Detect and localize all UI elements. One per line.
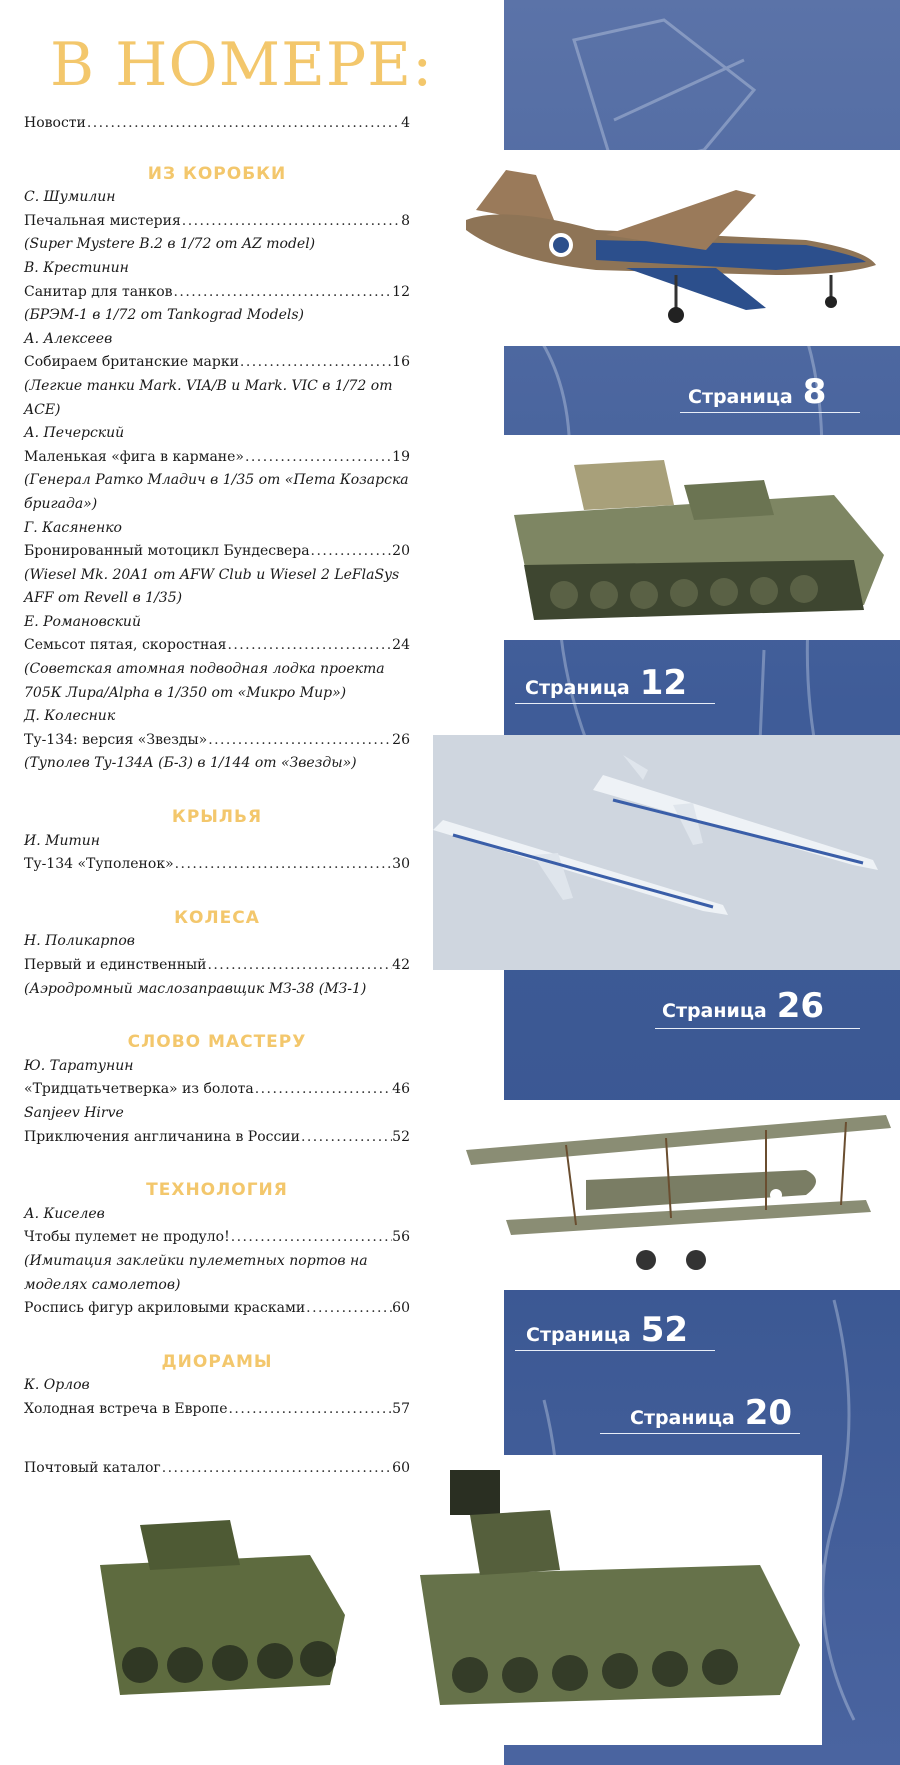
toc-author: А. Алексеев: [24, 330, 113, 347]
toc-note: (Генерал Ратко Младич в 1/35 от «Пета Козарска бригада»): [24, 472, 409, 512]
toc-entry-news[interactable]: Новости . . . 4: [24, 112, 410, 136]
toc-author: В. Крестинин: [24, 259, 129, 276]
page-label-52: Страница 52: [526, 1310, 689, 1350]
page-label-8: Страница 8: [688, 372, 827, 412]
toc-author: К. Орлов: [24, 1377, 90, 1394]
toc-note: (Super Mystere B.2 в 1/72 от AZ model): [24, 236, 316, 253]
section-heading-tech: ТЕХНОЛОГИЯ: [146, 1180, 288, 1201]
tank-brem-photo: [504, 435, 900, 640]
toc-author: Е. Романовский: [24, 613, 141, 630]
page-label-20: Страница 20: [630, 1393, 793, 1433]
toc-note: (Wiesel Mk. 20A1 от AFW Club и Wiesel 2 LeFlaSys AFF от Revell в 1/35): [24, 566, 400, 607]
tu134-photo: [433, 735, 900, 970]
toc-entry[interactable]: «Тридцатьчетверка» из болота . . . 46: [24, 1078, 410, 1102]
toc-author: Н. Поликарпов: [24, 933, 135, 950]
table-of-contents: [24, 112, 410, 1480]
toc-entry[interactable]: Чтобы пулемет не продуло! . . . 56: [24, 1226, 410, 1250]
toc-note: (Имитация заклейки пулеметных портов на моделях самолетов): [24, 1252, 368, 1293]
page-label-12: Страница 12: [525, 663, 688, 703]
toc-note: (Туполев Ту-134А (Б-3) в 1/144 от «Звезды»): [24, 755, 357, 772]
wiesel-photos: [80, 1455, 822, 1745]
toc-entry[interactable]: Печальная мистерия . . . 8: [24, 210, 410, 234]
jet-photo: [446, 150, 900, 346]
toc-entry[interactable]: Ту-134 «Туполенок» . . . 30: [24, 853, 410, 877]
page-label-26: Страница 26: [662, 986, 825, 1026]
toc-author: Ю. Таратунин: [24, 1057, 134, 1074]
toc-author: И. Митин: [24, 832, 100, 849]
toc-author: А. Печерский: [24, 425, 125, 442]
toc-entry[interactable]: Санитар для танков . . . 12: [24, 281, 410, 305]
toc-entry-catalog[interactable]: Почтовый каталог . . . 60: [24, 1457, 410, 1481]
toc-entry[interactable]: Семьсот пятая, скоростная . . . 24: [24, 634, 410, 658]
toc-author: Д. Колесник: [24, 708, 116, 725]
toc-entry[interactable]: Первый и единственный . . . 42: [24, 954, 410, 978]
toc-entry[interactable]: Маленькая «фига в кармане» . . . 19: [24, 446, 410, 470]
section-heading-dioramas: ДИОРАМЫ: [161, 1351, 273, 1372]
toc-entry[interactable]: Приключения англичанина в России . . . 52: [24, 1126, 410, 1150]
toc-note: (БРЭМ-1 в 1/72 от Tankograd Models): [24, 307, 305, 324]
toc-entry[interactable]: Бронированный мотоцикл Бундесвера . . . 20: [24, 540, 410, 564]
section-heading-wings: КРЫЛЬЯ: [171, 807, 263, 828]
toc-author: Sanjeev Hirve: [24, 1104, 124, 1121]
section-heading-wheels: КОЛЕСА: [174, 907, 260, 928]
toc-entry[interactable]: Холодная встреча в Европе . . . 57: [24, 1398, 410, 1422]
page-title: В НОМЕРЕ:: [50, 30, 434, 100]
toc-entry[interactable]: Роспись фигур акриловыми красками . . . 60: [24, 1297, 410, 1321]
biplane-photo: [446, 1100, 900, 1290]
toc-note: (Легкие танки Mark. VIA/B и Mark. VIC в 1/72 от ACE): [24, 377, 393, 418]
section-heading-box: ИЗ КОРОБКИ: [147, 163, 287, 184]
section-heading-master: СЛОВО МАСТЕРУ: [127, 1032, 307, 1053]
toc-note: (Аэродромный маслозаправщик МЗ-38 (МЗ-1): [24, 980, 367, 997]
toc-author: Г. Касяненко: [24, 519, 122, 536]
toc-author: С. Шумилин: [24, 189, 116, 206]
toc-entry[interactable]: Собираем британские марки . . . 16: [24, 351, 410, 375]
toc-entry[interactable]: Ту-134: версия «Звезды» . . . 26: [24, 729, 410, 753]
toc-author: А. Киселев: [24, 1205, 105, 1222]
toc-note: (Советская атомная подводная лодка проекта 705К Лира/Alpha в 1/350 от «Микро Мир»): [24, 661, 385, 701]
